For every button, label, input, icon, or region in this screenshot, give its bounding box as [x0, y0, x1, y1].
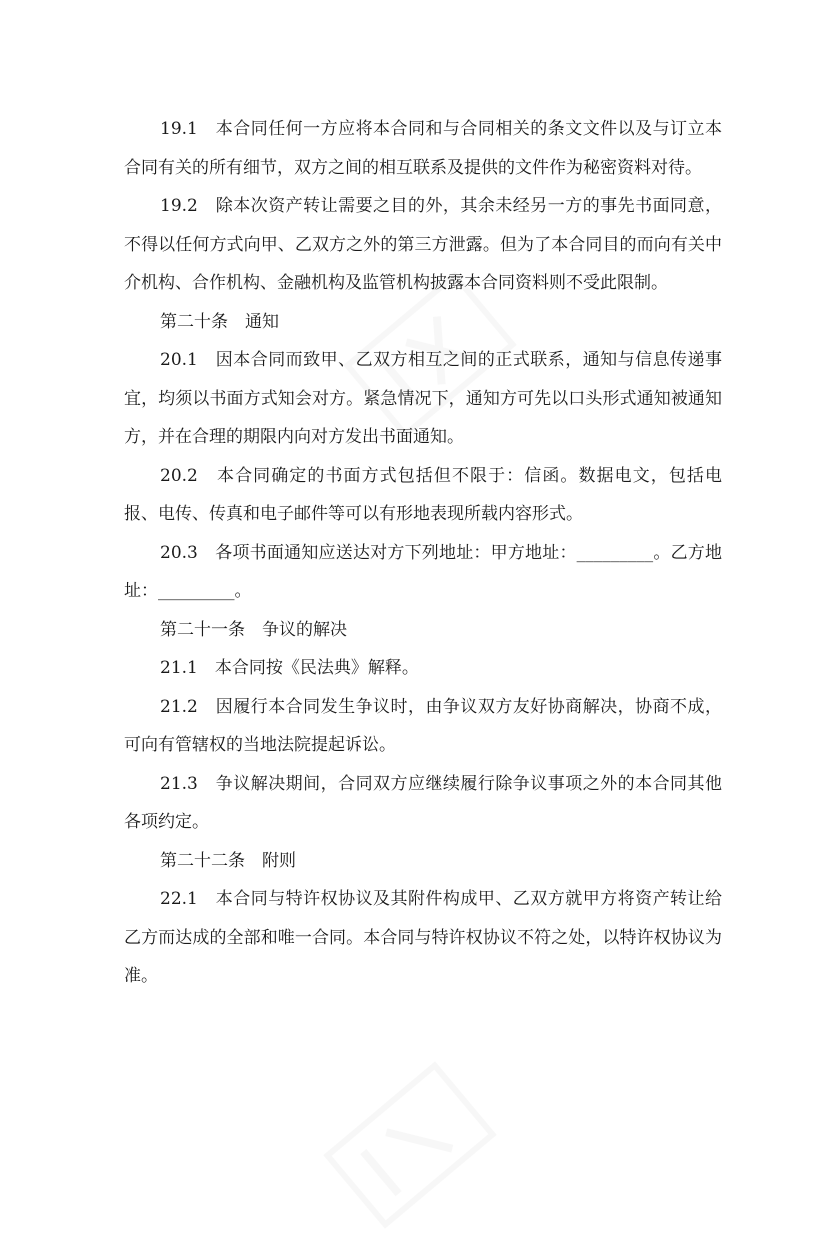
clause-21-1: 21.1 本合同按《民法典》解释。	[160, 658, 419, 678]
article-22-heading: 第二十二条 附则	[160, 850, 296, 871]
article-21-heading: 第二十一条 争议的解决	[160, 619, 347, 640]
clause-22-1: 22.1 本合同与特许权协议及其附件构成甲、乙双方就甲方将资产转让给乙方而达成的全部和唯一合同。本合同与特许权协议不符之处，以特许权协议为准。	[124, 889, 722, 986]
clause-20-1: 20.1 因本合同而致甲、乙双方相互之间的正式联系，通知与信息传递事宜，均须以书面方式知会对方。紧急情况下，通知方可先以口头形式通知被通知方，并在合理的期限内向对方发出书面通知。	[124, 350, 722, 447]
contract-body	[124, 110, 722, 996]
clause-20-3: 20.3 各项书面通知应送达对方下列地址：甲方地址：_________。乙方地址：_________。	[124, 542, 722, 601]
clause-19-2: 19.2 除本次资产转让需要之目的外，其余未经另一方的事先书面同意，不得以任何方式向甲、乙双方之外的第三方泄露。但为了本合同目的而向有关中介机构、合作机构、金融机构及监管机构披露本合同资料则不受此限制。	[124, 196, 722, 293]
clause-20-2: 20.2 本合同确定的书面方式包括但不限于：信函。数据电文，包括电报、电传、传真和电子邮件等可以有形地表现所载内容形式。	[124, 465, 722, 524]
article-20-heading: 第二十条 通知	[160, 311, 279, 332]
clause-21-3: 21.3 争议解决期间，合同双方应继续履行除争议事项之外的本合同其他各项约定。	[124, 773, 722, 832]
clause-21-2: 21.2 因履行本合同发生争议时，由争议双方友好协商解决，协商不成，可向有管辖权的当地法院提起诉讼。	[124, 696, 722, 755]
clause-19-1: 19.1 本合同任何一方应将本合同和与合同相关的条文文件以及与订立本合同有关的所有细节，双方之间的相互联系及提供的文件作为秘密资料对待。	[124, 119, 722, 178]
watermark-logo	[313, 1051, 506, 1238]
